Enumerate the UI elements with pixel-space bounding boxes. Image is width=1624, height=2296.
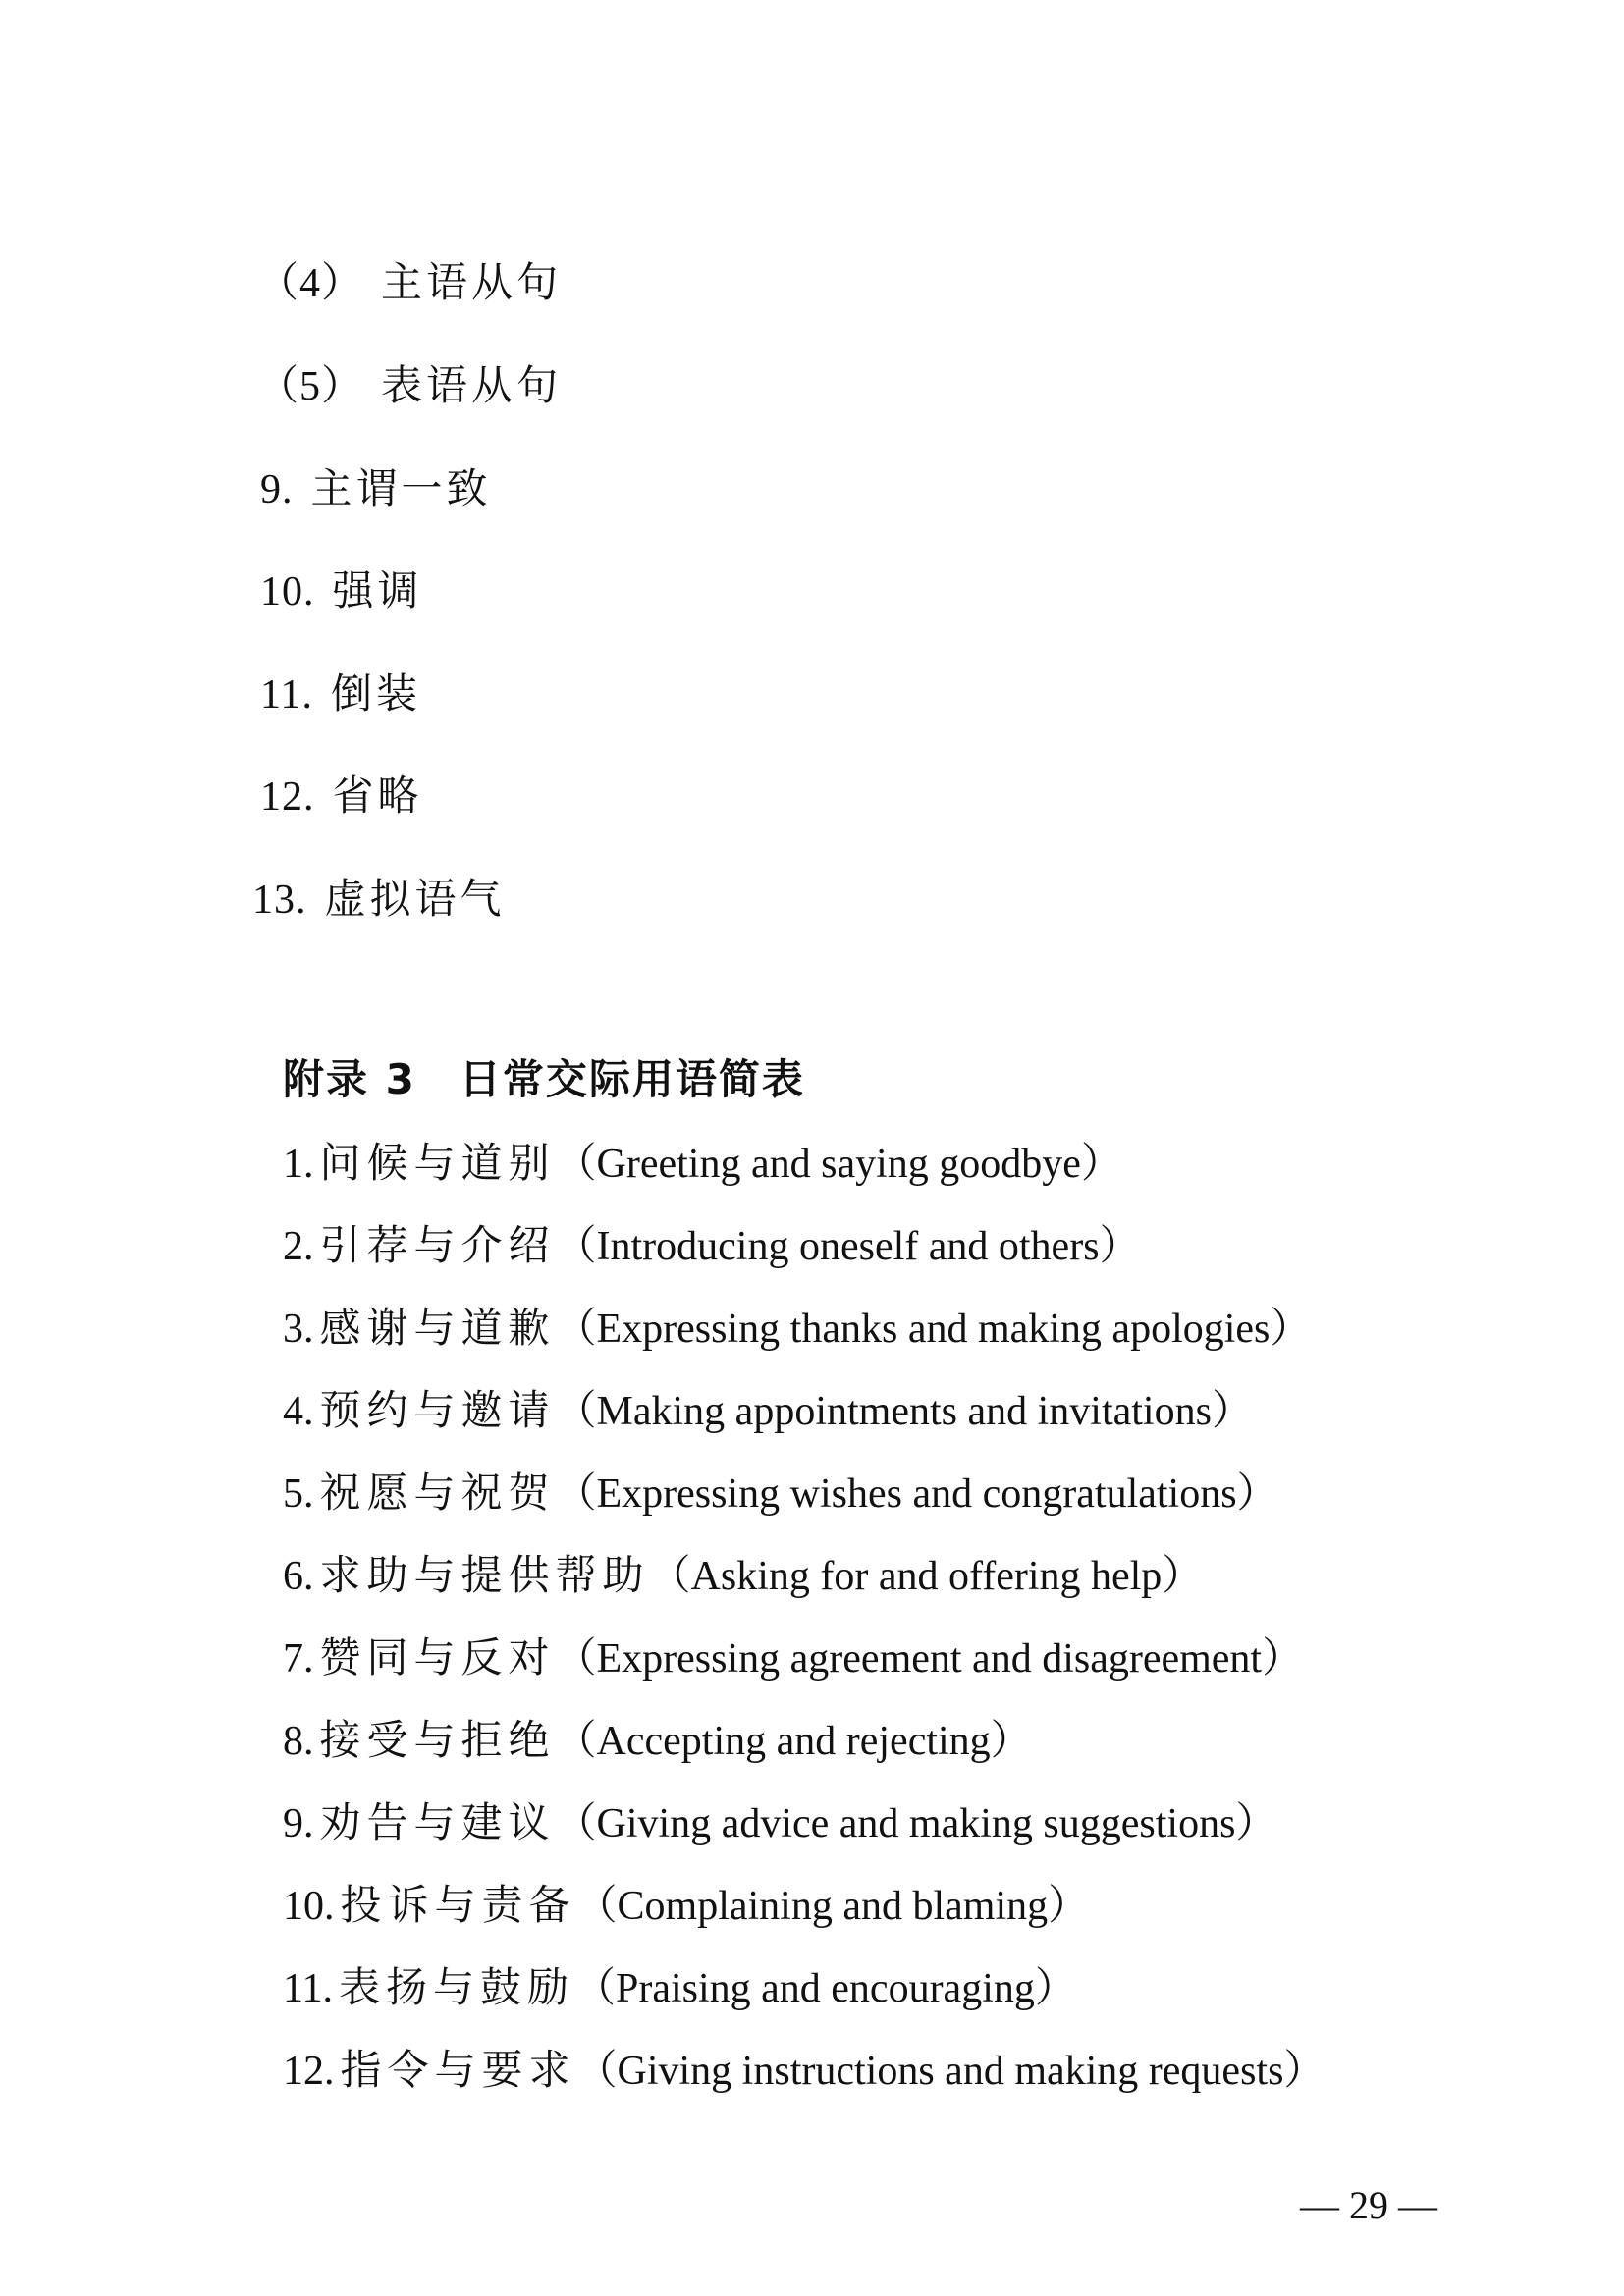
phrase-number: 11. bbox=[283, 1966, 333, 2011]
phrase-number: 10. bbox=[283, 1884, 335, 1929]
grammar-item-inversion bbox=[260, 665, 421, 724]
phrase-item bbox=[283, 1216, 1325, 1299]
phrase-number: 7. bbox=[283, 1636, 314, 1682]
phrase-number: 4. bbox=[283, 1389, 314, 1434]
phrase-chinese: 引荐与介绍 bbox=[319, 1221, 556, 1269]
grammar-item-text: 省略 bbox=[332, 772, 423, 820]
grammar-item-number: 13. bbox=[252, 878, 307, 923]
phrase-chinese: 接受与拒绝 bbox=[319, 1716, 556, 1764]
appendix-label: 附录 3 bbox=[283, 1055, 416, 1103]
appendix-heading bbox=[283, 1050, 805, 1109]
phrase-english: （Expressing thanks and making apologies） bbox=[555, 1307, 1312, 1352]
grammar-item-text: 倒装 bbox=[330, 669, 421, 718]
phrase-number: 5. bbox=[283, 1471, 314, 1517]
phrase-chinese: 预约与邀请 bbox=[319, 1386, 556, 1434]
phrase-english: （Giving advice and making suggestions） bbox=[555, 1801, 1277, 1846]
grammar-item-predicative-clause bbox=[257, 356, 562, 416]
phrase-chinese: 劝告与建议 bbox=[319, 1798, 556, 1846]
grammar-item-text: 虚拟语气 bbox=[324, 875, 506, 923]
phrase-item bbox=[283, 1876, 1325, 1958]
grammar-item-number: 12. bbox=[260, 774, 315, 820]
phrase-number: 1. bbox=[283, 1142, 314, 1187]
phrase-item bbox=[283, 1464, 1325, 1546]
page-number: — 29 — bbox=[1300, 2183, 1437, 2227]
grammar-item-number: （5） bbox=[257, 364, 364, 409]
phrase-item bbox=[283, 1546, 1325, 1629]
grammar-item-agreement bbox=[260, 459, 492, 519]
phrase-number: 8. bbox=[283, 1719, 314, 1764]
phrase-english: （Praising and encouraging） bbox=[573, 1966, 1076, 2011]
phrase-english: （Expressing wishes and congratulations） bbox=[555, 1471, 1278, 1517]
grammar-item-number: 11. bbox=[260, 672, 313, 718]
phrase-chinese: 感谢与道歉 bbox=[319, 1304, 556, 1352]
grammar-item-ellipsis bbox=[260, 767, 423, 827]
grammar-item-number: 10. bbox=[260, 569, 315, 614]
phrase-item bbox=[283, 1299, 1325, 1381]
phrase-item bbox=[283, 1629, 1325, 1711]
phrase-chinese: 祝愿与祝贺 bbox=[319, 1468, 556, 1517]
grammar-item-number: （4） bbox=[257, 261, 364, 306]
grammar-item-text: 表语从句 bbox=[381, 361, 563, 409]
grammar-item-text: 强调 bbox=[332, 566, 423, 614]
phrase-english: （Making appointments and invitations） bbox=[555, 1389, 1253, 1434]
phrase-chinese: 赞同与反对 bbox=[319, 1633, 556, 1682]
phrase-english: （Complaining and blaming） bbox=[575, 1884, 1090, 1929]
grammar-item-subject-clause bbox=[257, 253, 562, 313]
phrase-item bbox=[283, 1793, 1325, 1876]
phrase-number: 6. bbox=[283, 1554, 314, 1599]
phrase-number: 9. bbox=[283, 1801, 314, 1846]
phrase-english: （Expressing agreement and disagreement） bbox=[555, 1636, 1304, 1682]
grammar-item-text: 主谓一致 bbox=[310, 464, 492, 512]
phrase-item bbox=[283, 1711, 1325, 1793]
phrase-number: 3. bbox=[283, 1307, 314, 1352]
phrase-english: （Accepting and rejecting） bbox=[555, 1719, 1032, 1764]
phrase-number: 12. bbox=[283, 2049, 335, 2094]
phrase-english: （Giving instructions and making requests） bbox=[575, 2049, 1326, 2094]
grammar-item-text: 主语从句 bbox=[381, 258, 563, 306]
phrase-number: 2. bbox=[283, 1224, 314, 1269]
phrase-chinese: 表扬与鼓励 bbox=[338, 1963, 574, 2011]
phrase-chinese: 问候与道别 bbox=[319, 1139, 556, 1187]
phrase-chinese: 求助与提供帮助 bbox=[319, 1551, 650, 1599]
phrase-item bbox=[283, 1381, 1325, 1464]
phrase-item bbox=[283, 1958, 1325, 2041]
phrase-english: （Asking for and offering help） bbox=[649, 1554, 1204, 1599]
phrase-list bbox=[283, 1134, 1325, 2123]
phrase-item bbox=[283, 1134, 1325, 1216]
grammar-item-emphasis bbox=[260, 561, 423, 621]
phrase-chinese: 投诉与责备 bbox=[340, 1881, 576, 1929]
phrase-item bbox=[283, 2041, 1325, 2123]
appendix-title: 日常交际用语简表 bbox=[459, 1055, 805, 1103]
phrase-english: （Introducing oneself and others） bbox=[555, 1224, 1141, 1269]
grammar-item-number: 9. bbox=[260, 467, 294, 512]
grammar-item-subjunctive bbox=[252, 870, 506, 930]
phrase-chinese: 指令与要求 bbox=[340, 2046, 576, 2094]
phrase-english: （Greeting and saying goodbye） bbox=[555, 1142, 1122, 1187]
